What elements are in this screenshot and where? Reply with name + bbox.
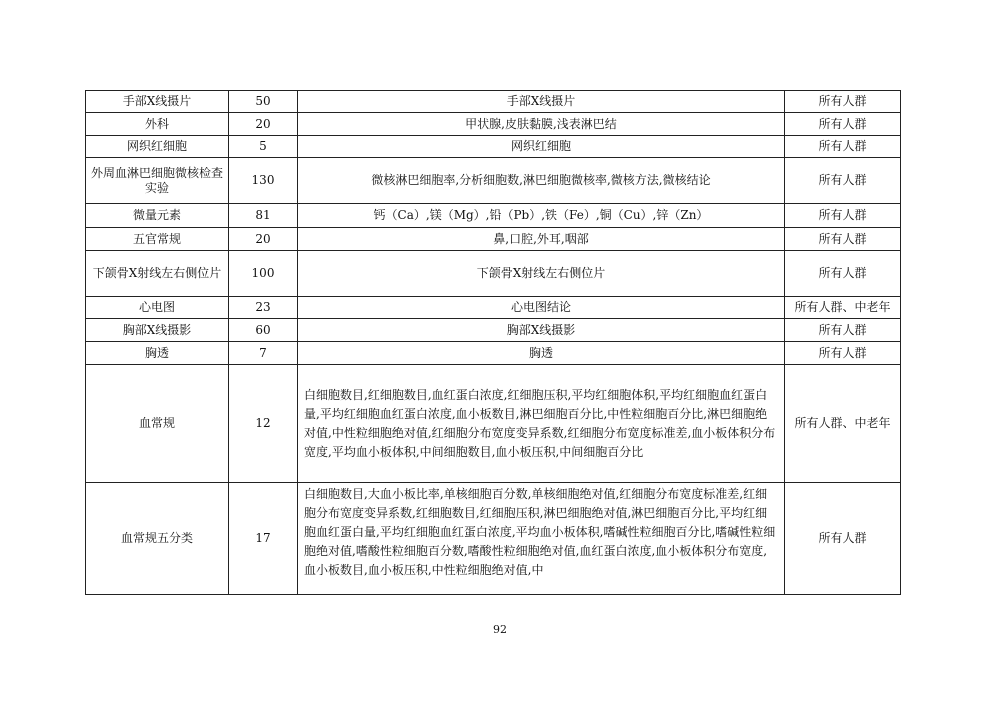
- item-name: 心电图: [86, 297, 229, 319]
- item-count: 17: [229, 483, 298, 595]
- item-name: 五官常规: [86, 228, 229, 251]
- item-count: 20: [229, 113, 298, 136]
- item-population: 所有人群、中老年: [785, 297, 901, 319]
- item-detail: 网织红细胞: [298, 136, 785, 158]
- item-population: 所有人群: [785, 342, 901, 365]
- item-name: 微量元素: [86, 204, 229, 228]
- item-detail: 钙（Ca）,镁（Mg）,铅（Pb）,铁（Fe）,铜（Cu）,锌（Zn）: [298, 204, 785, 228]
- table-row: [86, 113, 901, 136]
- item-population: 所有人群: [785, 136, 901, 158]
- item-population: 所有人群: [785, 158, 901, 204]
- item-name: 胸部X线摄影: [86, 319, 229, 342]
- item-detail: 甲状腺,皮肤黏膜,浅表淋巴结: [298, 113, 785, 136]
- item-name: 外科: [86, 113, 229, 136]
- item-population: 所有人群: [785, 204, 901, 228]
- item-name: 网织红细胞: [86, 136, 229, 158]
- item-detail: 下颌骨X射线左右侧位片: [298, 251, 785, 297]
- item-detail: 白细胞数目,红细胞数目,血红蛋白浓度,红细胞压积,平均红细胞体积,平均红细胞血红蛋白量,平均红细胞血红蛋白浓度,血小板数目,淋巴细胞百分比,中性粒细胞百分比,淋巴细胞绝对值,中性粒细胞绝对值,红细胞分布宽度变异系数,红细胞分布宽度标准差,血小板体积分布宽度,平均血小板体积,中间细胞数目,血小板压积,中间细胞百分比: [298, 365, 785, 483]
- item-detail: 鼻,口腔,外耳,咽部: [298, 228, 785, 251]
- table-row: [86, 228, 901, 251]
- item-population: 所有人群: [785, 483, 901, 595]
- table-row: [86, 204, 901, 228]
- item-population: 所有人群、中老年: [785, 365, 901, 483]
- table-row: [86, 319, 901, 342]
- item-population: 所有人群: [785, 251, 901, 297]
- item-count: 60: [229, 319, 298, 342]
- item-count: 5: [229, 136, 298, 158]
- exam-items-table: [85, 90, 901, 595]
- item-name: 胸透: [86, 342, 229, 365]
- item-detail: 手部X线摄片: [298, 91, 785, 113]
- item-population: 所有人群: [785, 228, 901, 251]
- item-name: 外周血淋巴细胞微核检查实验: [86, 158, 229, 204]
- item-count: 50: [229, 91, 298, 113]
- item-population: 所有人群: [785, 319, 901, 342]
- item-name: 下颌骨X射线左右侧位片: [86, 251, 229, 297]
- item-count: 100: [229, 251, 298, 297]
- item-name: 血常规五分类: [86, 483, 229, 595]
- item-detail: 胸透: [298, 342, 785, 365]
- table-row: [86, 297, 901, 319]
- table-row: [86, 342, 901, 365]
- item-detail: 心电图结论: [298, 297, 785, 319]
- item-name: 手部X线摄片: [86, 91, 229, 113]
- item-detail: [298, 483, 785, 595]
- table-row: [86, 158, 901, 204]
- page-number: 92: [493, 623, 507, 636]
- item-name: 血常规: [86, 365, 229, 483]
- table-row: [86, 251, 901, 297]
- item-detail: 胸部X线摄影: [298, 319, 785, 342]
- item-count: 81: [229, 204, 298, 228]
- item-population: 所有人群: [785, 91, 901, 113]
- table-row: [86, 136, 901, 158]
- item-population: 所有人群: [785, 113, 901, 136]
- item-count: 20: [229, 228, 298, 251]
- item-detail: 微核淋巴细胞率,分析细胞数,淋巴细胞微核率,微核方法,微核结论: [298, 158, 785, 204]
- table-row: [86, 91, 901, 113]
- item-detail-text: 白细胞数目,大血小板比率,单核细胞百分数,单核细胞绝对值,红细胞分布宽度标准差,红细胞分布宽度变异系数,红细胞数目,红细胞压积,淋巴细胞绝对值,淋巴细胞百分比,平均红细胞血红蛋白量,平均红细胞血红蛋白浓度,平均血小板体积,嗜碱性粒细胞百分比,嗜碱性粒细胞绝对值,嗜酸性粒细胞百分数,嗜酸性粒细胞绝对值,血红蛋白浓度,血小板体积分布宽度,血小板数目,血小板压积,中性粒细胞绝对值,中: [304, 487, 776, 577]
- item-count: 23: [229, 297, 298, 319]
- item-count: 12: [229, 365, 298, 483]
- table-row: [86, 365, 901, 483]
- table-row: [86, 483, 901, 595]
- item-count: 130: [229, 158, 298, 204]
- item-count: 7: [229, 342, 298, 365]
